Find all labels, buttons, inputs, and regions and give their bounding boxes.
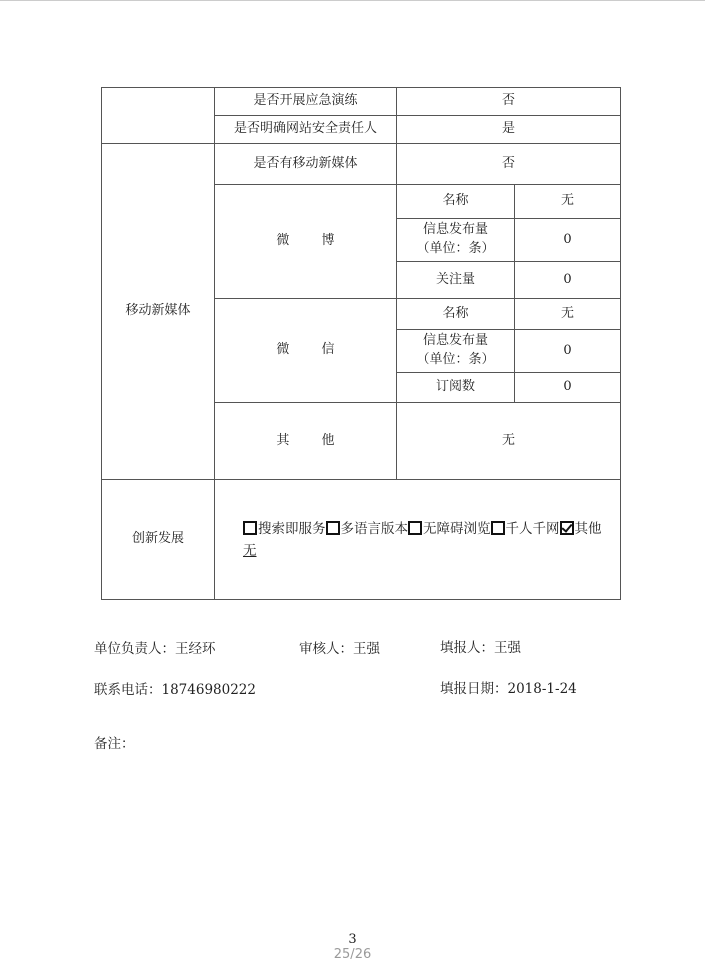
table-row [102,144,621,185]
innovation-option[interactable] [326,521,409,537]
wechat-posts-label [397,330,515,373]
checkbox-checked-icon[interactable] [560,521,574,535]
mobile-section-label: 移动新媒体 [102,144,215,480]
innovation-label: 创新发展 [102,480,215,600]
table-row [102,88,621,116]
weibo-posts-label-line1: 信息发布量 [422,222,488,238]
contact-phone: 联系电话：18746980222 [94,682,256,698]
wechat-name-value: 无 [515,299,621,330]
security-officer-value: 是 [397,116,621,144]
innovation-option[interactable] [560,521,602,537]
wechat-subs-label: 订阅数 [397,373,515,403]
unit-head: 单位负责人：王经环 [94,641,216,657]
weibo-posts-label-line2: （单位：条） [416,241,495,256]
innovation-option[interactable] [491,521,560,537]
table-row [102,480,621,600]
drill-label: 是否开展应急演练 [215,88,397,116]
wechat-name-label: 名称 [397,299,515,330]
drill-value: 否 [397,88,621,116]
report-table [101,87,621,600]
checkbox-unchecked-icon[interactable] [326,521,340,535]
remarks: 备注： [94,736,135,752]
innovation-options [215,480,621,600]
page-counter: 25/26 [333,947,372,962]
wechat-posts-label-line1: 信息发布量 [422,333,488,349]
weibo-name-value: 无 [515,185,621,219]
checkbox-unchecked-icon[interactable] [243,521,257,535]
page-number: 3 [348,932,357,947]
innovation-option[interactable] [408,521,491,537]
top-divider [0,0,705,1]
innovation-option-label: 其他 [574,520,602,537]
filler: 填报人：王强 [440,640,521,656]
blank-section-cell [102,88,215,144]
weibo-follow-label: 关注量 [397,262,515,299]
mobile-has-label: 是否有移动新媒体 [215,144,397,185]
innovation-option-label: 多语言版本 [340,520,408,537]
wechat-subs-value: 0 [515,373,621,403]
wechat-posts-label-line2: （单位：条） [416,352,495,367]
weibo-follow-value: 0 [515,262,621,299]
weibo-posts-value: 0 [515,219,621,262]
innovation-option-label: 千人千网 [505,520,560,537]
security-officer-label: 是否明确网站安全责任人 [215,116,397,144]
innovation-option[interactable] [243,521,326,537]
other-label: 其 他 [215,403,397,480]
reviewer: 审核人：王强 [299,641,380,657]
wechat-posts-value: 0 [515,330,621,373]
wechat-label: 微 信 [215,299,397,403]
fill-date: 填报日期：2018-1-24 [440,681,577,697]
checkbox-unchecked-icon[interactable] [408,521,422,535]
mobile-has-value: 否 [397,144,621,185]
innovation-other-text: 无 [243,542,257,559]
innovation-option-label: 无障碍浏览 [423,520,491,537]
weibo-posts-label [397,219,515,262]
other-value: 无 [397,403,621,480]
checkbox-unchecked-icon[interactable] [491,521,505,535]
innovation-option-label: 搜索即服务 [258,520,326,537]
weibo-name-label: 名称 [397,185,515,219]
weibo-label: 微 博 [215,185,397,299]
